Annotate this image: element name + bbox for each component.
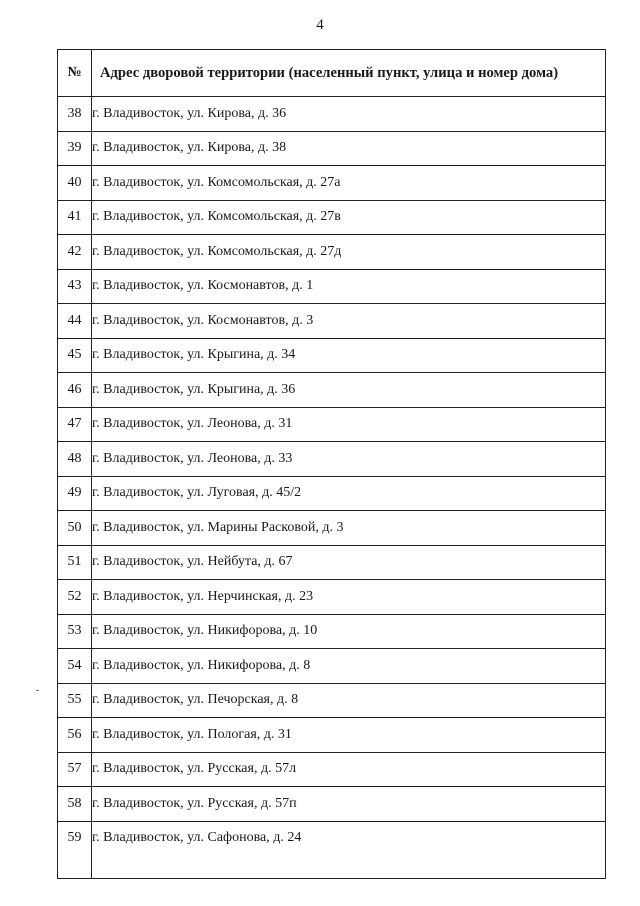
row-address: г. Владивосток, ул. Луговая, д. 45/2 xyxy=(92,476,606,511)
row-address: г. Владивосток, ул. Нейбута, д. 67 xyxy=(92,545,606,580)
row-number: 57 xyxy=(58,752,92,787)
row-address: г. Владивосток, ул. Космонавтов, д. 1 xyxy=(92,269,606,304)
address-table xyxy=(57,49,606,879)
table-row xyxy=(58,752,606,787)
row-number: 55 xyxy=(58,683,92,718)
row-address: г. Владивосток, ул. Марины Расковой, д. 3 xyxy=(92,511,606,546)
row-number: 59 xyxy=(58,821,92,878)
row-address: г. Владивосток, ул. Леонова, д. 33 xyxy=(92,442,606,477)
table-row xyxy=(58,269,606,304)
table-row xyxy=(58,511,606,546)
row-number: 44 xyxy=(58,304,92,339)
row-number: 38 xyxy=(58,97,92,132)
row-address: г. Владивосток, ул. Комсомольская, д. 27д xyxy=(92,235,606,270)
row-number: 58 xyxy=(58,787,92,822)
row-address: г. Владивосток, ул. Космонавтов, д. 3 xyxy=(92,304,606,339)
table-row xyxy=(58,718,606,753)
table-row xyxy=(58,683,606,718)
table-row xyxy=(58,787,606,822)
row-address: г. Владивосток, ул. Русская, д. 57п xyxy=(92,787,606,822)
row-address: г. Владивосток, ул. Леонова, д. 31 xyxy=(92,407,606,442)
table-row xyxy=(58,235,606,270)
margin-mark xyxy=(36,690,39,691)
row-number: 56 xyxy=(58,718,92,753)
table-row xyxy=(58,166,606,201)
row-address: г. Владивосток, ул. Печорская, д. 8 xyxy=(92,683,606,718)
row-number: 43 xyxy=(58,269,92,304)
row-address: г. Владивосток, ул. Сафонова, д. 24 xyxy=(92,821,606,878)
row-number: 42 xyxy=(58,235,92,270)
row-number: 54 xyxy=(58,649,92,684)
row-number: 48 xyxy=(58,442,92,477)
row-address: г. Владивосток, ул. Никифорова, д. 8 xyxy=(92,649,606,684)
row-address: г. Владивосток, ул. Крыгина, д. 36 xyxy=(92,373,606,408)
row-number: 39 xyxy=(58,131,92,166)
row-number: 51 xyxy=(58,545,92,580)
row-number: 50 xyxy=(58,511,92,546)
page-number: 4 xyxy=(316,17,324,33)
table-row xyxy=(58,131,606,166)
row-address: г. Владивосток, ул. Нерчинская, д. 23 xyxy=(92,580,606,615)
row-number: 45 xyxy=(58,338,92,373)
row-number: 53 xyxy=(58,614,92,649)
row-address: г. Владивосток, ул. Комсомольская, д. 27в xyxy=(92,200,606,235)
row-number: 46 xyxy=(58,373,92,408)
table-row xyxy=(58,614,606,649)
header-number: № xyxy=(58,50,92,97)
table-row xyxy=(58,580,606,615)
table-row xyxy=(58,649,606,684)
header-address: Адрес дворовой территории (населенный пункт, улица и номер дома) xyxy=(92,50,606,97)
row-number: 49 xyxy=(58,476,92,511)
table-row xyxy=(58,442,606,477)
row-address: г. Владивосток, ул. Кирова, д. 38 xyxy=(92,131,606,166)
row-address: г. Владивосток, ул. Кирова, д. 36 xyxy=(92,97,606,132)
table-row xyxy=(58,97,606,132)
table-row xyxy=(58,407,606,442)
table-row xyxy=(58,545,606,580)
table-row xyxy=(58,821,606,878)
row-address: г. Владивосток, ул. Комсомольская, д. 27а xyxy=(92,166,606,201)
row-address: г. Владивосток, ул. Русская, д. 57л xyxy=(92,752,606,787)
row-address: г. Владивосток, ул. Никифорова, д. 10 xyxy=(92,614,606,649)
table-row xyxy=(58,304,606,339)
table-header-row xyxy=(58,50,606,97)
table-row xyxy=(58,200,606,235)
row-address: г. Владивосток, ул. Пологая, д. 31 xyxy=(92,718,606,753)
row-number: 52 xyxy=(58,580,92,615)
row-number: 41 xyxy=(58,200,92,235)
row-number: 40 xyxy=(58,166,92,201)
table-row xyxy=(58,373,606,408)
row-address: г. Владивосток, ул. Крыгина, д. 34 xyxy=(92,338,606,373)
table-row xyxy=(58,476,606,511)
row-number: 47 xyxy=(58,407,92,442)
table-row xyxy=(58,338,606,373)
